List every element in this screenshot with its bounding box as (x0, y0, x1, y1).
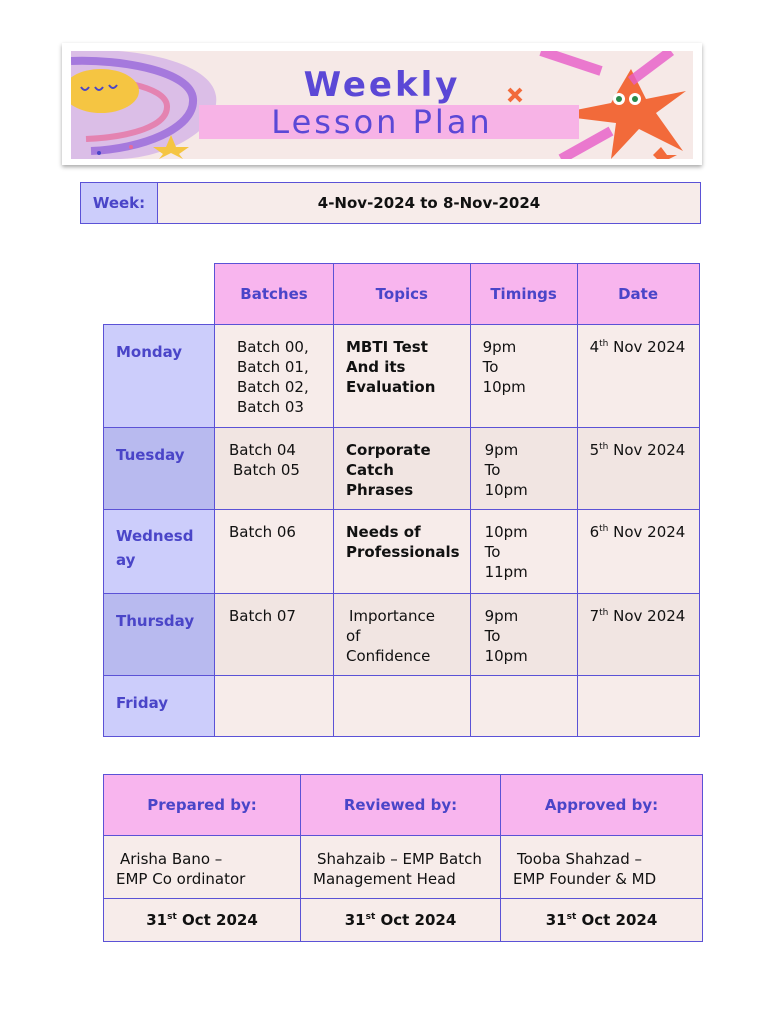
approved-date (501, 899, 703, 942)
timing-cell (470, 676, 577, 737)
reviewed-date (301, 899, 501, 942)
timing-line: To (484, 543, 501, 561)
person-role: Management Head (313, 870, 456, 888)
person-role: EMP Founder & MD (513, 870, 657, 888)
week-value: 4-Nov-2024 to 8-Nov-2024 (158, 182, 701, 224)
week-label: Week: (80, 182, 158, 224)
timing-line: 9pm (482, 338, 517, 356)
header-timings: Timings (470, 264, 577, 325)
person-role: EMP Co ordinator (116, 870, 246, 888)
banner (71, 51, 693, 159)
date-day: 7 (589, 607, 600, 625)
day-line: ay (116, 551, 136, 569)
date-suffix: st (566, 912, 577, 922)
day-cell: Friday (104, 676, 215, 737)
header-date: Date (577, 264, 699, 325)
timing-cell (470, 510, 577, 594)
batches-cell (215, 510, 334, 594)
date-day: 31 (545, 911, 567, 929)
topic-cell (334, 325, 471, 428)
date-cell (577, 428, 699, 510)
batch-line: Batch 07 (229, 607, 296, 625)
timing-line: 10pm (484, 523, 528, 541)
batches-cell (215, 676, 334, 737)
day-cell: Thursday (104, 594, 215, 676)
date-cell (577, 676, 699, 737)
approval-people-row (104, 836, 703, 899)
topic-line: Phrases (346, 481, 414, 499)
topic-line: Needs of (346, 523, 421, 541)
batch-line: Batch 03 (237, 398, 304, 416)
header-topics: Topics (334, 264, 471, 325)
date-suffix: th (599, 608, 609, 618)
day-cell: Monday (104, 325, 215, 428)
topic-line: Importance (349, 607, 435, 625)
timing-line: To (484, 461, 501, 479)
date-day: 5 (589, 441, 600, 459)
header-reviewed-by: Reviewed by: (301, 775, 501, 836)
header-approved-by: Approved by: (501, 775, 703, 836)
reviewer-cell (301, 836, 501, 899)
batches-cell (215, 428, 334, 510)
table-row (104, 594, 700, 676)
batches-cell (215, 594, 334, 676)
approval-header-row (104, 775, 703, 836)
date-rest: Oct 2024 (176, 911, 258, 929)
day-line: Wednesd (116, 527, 194, 545)
topic-line: Corporate (346, 441, 431, 459)
person-name: Tooba Shahzad – (517, 850, 643, 868)
header-blank (104, 264, 215, 325)
batch-line: Batch 06 (229, 523, 296, 541)
banner-title-weekly: Weekly (303, 65, 461, 105)
batches-cell (215, 325, 334, 428)
timing-line: To (484, 627, 501, 645)
person-name: Shahzaib – EMP Batch (317, 850, 482, 868)
date-suffix: st (365, 912, 376, 922)
date-rest: Oct 2024 (375, 911, 457, 929)
date-suffix: st (167, 912, 177, 922)
banner-title-lesson-plan: Lesson Plan (271, 103, 493, 141)
approval-date-row (104, 899, 703, 942)
approval-table (103, 774, 703, 942)
timing-line: 10pm (484, 647, 528, 665)
topic-line: And its (346, 358, 406, 376)
topic-line: Evaluation (346, 378, 436, 396)
prepared-date (104, 899, 301, 942)
schedule-table (103, 263, 700, 737)
topic-line: Confidence (346, 647, 431, 665)
table-row (104, 510, 700, 594)
timing-cell (470, 428, 577, 510)
preparer-cell (104, 836, 301, 899)
date-day: 4 (589, 338, 600, 356)
batch-line: Batch 01, (237, 358, 309, 376)
timing-line: 11pm (484, 563, 528, 581)
topic-cell (334, 594, 471, 676)
day-cell (104, 510, 215, 594)
table-row (104, 325, 700, 428)
approver-cell (501, 836, 703, 899)
table-row (104, 428, 700, 510)
batch-line: Batch 00, (237, 338, 309, 356)
date-rest: Nov 2024 (608, 338, 686, 356)
date-day: 31 (344, 911, 366, 929)
batch-line: Batch 02, (237, 378, 309, 396)
topic-line: Professionals (346, 543, 460, 561)
date-cell (577, 594, 699, 676)
topic-line: Catch (346, 461, 394, 479)
timing-cell (470, 594, 577, 676)
person-name: Arisha Bano – (120, 850, 223, 868)
date-cell (577, 325, 699, 428)
topic-line: of (346, 627, 361, 645)
header-batches: Batches (215, 264, 334, 325)
timing-line: To (482, 358, 499, 376)
date-cell (577, 510, 699, 594)
date-rest: Nov 2024 (608, 441, 686, 459)
date-rest: Nov 2024 (608, 607, 686, 625)
day-cell: Tuesday (104, 428, 215, 510)
schedule-header-row (104, 264, 700, 325)
topic-cell (334, 428, 471, 510)
topic-cell (334, 676, 471, 737)
batch-line: Batch 04 (229, 441, 296, 459)
batch-line: Batch 05 (233, 461, 300, 479)
date-suffix: th (599, 442, 609, 452)
timing-line: 9pm (484, 441, 519, 459)
date-day: 6 (589, 523, 600, 541)
date-day: 31 (146, 911, 168, 929)
header-prepared-by: Prepared by: (104, 775, 301, 836)
timing-line: 10pm (484, 481, 528, 499)
date-suffix: th (599, 339, 609, 349)
table-row (104, 676, 700, 737)
timing-line: 10pm (482, 378, 526, 396)
date-rest: Oct 2024 (576, 911, 658, 929)
topic-line: MBTI Test (346, 338, 428, 356)
date-suffix: th (599, 524, 609, 534)
timing-line: 9pm (484, 607, 519, 625)
timing-cell (470, 325, 577, 428)
topic-cell (334, 510, 471, 594)
date-rest: Nov 2024 (608, 523, 686, 541)
